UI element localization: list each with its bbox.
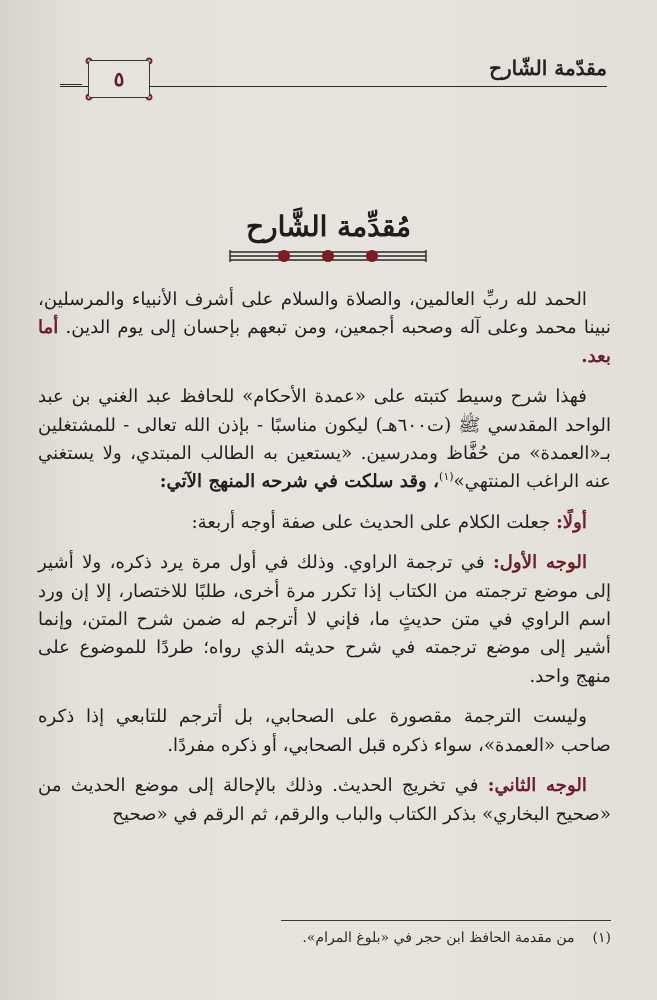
body-text	[38, 286, 611, 841]
chapter-title: مُقدِّمة الشَّارح	[245, 210, 412, 243]
paragraph-aspect-one	[38, 549, 611, 691]
emphasis-text: ، وقد سلكت في شرحه المنهج الآتي:	[159, 471, 440, 493]
paragraph-text: وليست الترجمة مقصورة على الصحابي، بل أترجم للتابعي إذا ذكره صاحب «العمدة»، سواء ذكره قبل الصحابي، أو ذكره مفردًا.	[38, 706, 611, 756]
footnote-text: من مقدمة الحافظ ابن حجر في «بلوغ المرام».	[302, 930, 575, 946]
paragraph-text: في تخريج الحديث. وذلك بالإحالة إلى موضع الحديث من «صحيح البخاري» بذكر الكتاب والباب والرقم، ثم الرقم في «صحيح	[38, 775, 611, 825]
footnote-rule	[281, 920, 611, 921]
footnote-number: (١)	[592, 930, 611, 946]
paragraph-text: الحمد لله ربِّ العالمين، والصلاة والسلام على أشرف الأنبياء والمرسلين، نبينا محمد وعلى آله وصحبه أجمعين، ومن تبعهم بإحسان إلى يوم الدين.	[38, 289, 611, 339]
running-header-title: مقدّمة الشّارح	[489, 56, 607, 80]
paragraph-translation-note	[38, 703, 611, 760]
emphasis-text: أما بعد.	[38, 317, 611, 367]
section-label: أولًا:	[556, 511, 587, 533]
paragraph-text: في ترجمة الراوي. وذلك في أول مرة يرد ذكره، ولا أشير إلى موضع ترجمته من الكتاب إذا تكرر مرة أخرى، طلبًا للاختصار، إلا إن ورد اسم الراوي في متن حديثٍ ما، فإني لا أترجم له ضمن شرح المتن، وإنما أشير إلى موضع ترجمته في شرح حديثه الذي رواه؛ طردًا للموضوع على منهج واحد.	[38, 552, 611, 687]
paragraph-aspect-two	[38, 772, 611, 829]
header-dash	[60, 84, 82, 85]
paragraph-text: فهذا شرح وسيط كتبته على «عمدة الأحكام» للحافظ عبد الغني بن عبد الواحد المقدسي ﷺ (ت٦٠٠هـ) ليكون مناسبًا - بإذن الله تعالى - للمشتغلين بـ«العمدة» من حُفَّاظ ومدرسين. «يستعين به الطالب المبتدي، ولا يستغني عنه الراغب المنتهي»	[38, 386, 611, 493]
section-label: الوجه الأول:	[492, 552, 587, 574]
footnote-reference[interactable]: (١)	[439, 470, 454, 484]
paragraph-text: جعلت الكلام على الحديث على صفة أوجه أربعة:	[191, 511, 551, 533]
footnote	[302, 930, 611, 946]
paragraph-purpose	[38, 383, 611, 497]
section-label: الوجه الثاني:	[487, 775, 587, 797]
paragraph-first	[38, 509, 611, 537]
paragraph-intro	[38, 286, 611, 371]
title-divider-ornament-icon	[228, 244, 428, 268]
page-number: ٥	[88, 60, 150, 98]
